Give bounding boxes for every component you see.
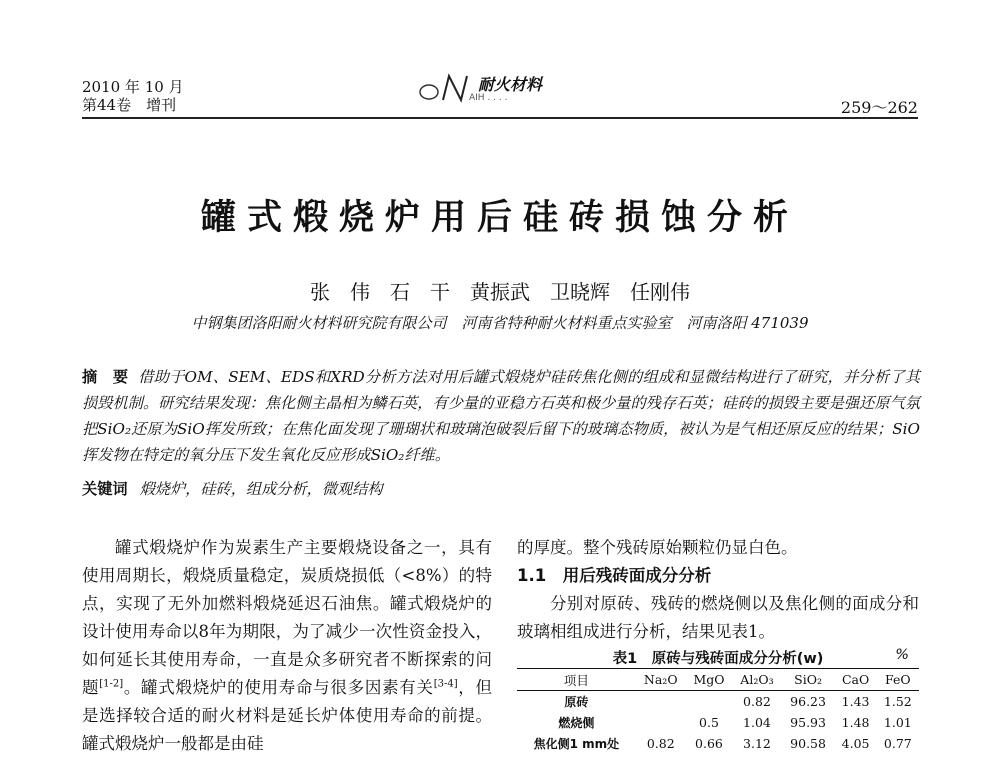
table-cell: 0.82 — [743, 694, 771, 709]
table-row — [517, 691, 919, 713]
body-left-column — [82, 534, 492, 758]
continued-paragraph: 的厚度。整个残砖原始颗粒仍显白色。 — [517, 538, 798, 557]
table-cell: 3.12 — [743, 736, 771, 751]
table-cell: 96.23 — [790, 694, 826, 709]
table-cell: 1.48 — [841, 715, 870, 730]
affiliation: 中钢集团洛阳耐火材料研究院有限公司 河南省特种耐火材料重点实验室 河南洛阳 471039 — [191, 314, 809, 332]
header-divider — [82, 117, 918, 119]
composition-table — [517, 668, 919, 754]
svg-text:AIH . . . .: AIH . . . . — [469, 93, 508, 103]
citation-2: [3-4] — [433, 678, 458, 690]
header-mgo: MgO — [693, 672, 725, 687]
journal-name: 耐火材料 — [478, 75, 543, 94]
header-feo: FeO — [885, 672, 911, 687]
paper-title: 罐式煅烧炉用后硅砖损蚀分析 — [200, 198, 799, 238]
citation-1: [1-2] — [99, 678, 124, 690]
abstract-text: 借助于OM、SEM、EDS和XRD分析方法对用后罐式煅烧炉硅砖焦化侧的组成和显微结构进行了研究，并分析了其损毁机制。研究结果发现：焦化侧主晶相为鳞石英，有少量的亚稳方石英和极少量的残存石英；硅砖的损毁主要是强还原气氛把SiO₂还原为SiO挥发所致；在焦化面发现了珊瑚状和玻璃泡破裂后留下的玻璃态物质，被认为是气相还原反应的结果；SiO挥发物在特定的氧分压下发生氧化反应形成SiO₂纤维。 — [82, 368, 920, 464]
table-cell: 0.82 — [646, 736, 675, 751]
header-sio2: SiO₂ — [794, 672, 822, 687]
intro-text-2: 。罐式煅烧炉的使用寿命与很多因素有关 — [123, 678, 434, 697]
table-row — [517, 712, 919, 733]
header-na2o: Na₂O — [643, 672, 678, 687]
table-title: 表1 原砖与残砖面成分分析(w) — [612, 651, 824, 667]
author-list: 张 伟 石 干 黄振武 卫晓辉 任刚伟 — [310, 280, 690, 304]
table-cell: 1.52 — [883, 694, 912, 709]
intro-paragraph — [82, 534, 492, 758]
table-cell: 1.43 — [841, 694, 870, 709]
table-cell — [636, 691, 686, 713]
row-label: 燃烧侧 — [558, 716, 595, 730]
issue-date: 2010 年 10 月 — [82, 78, 184, 96]
keywords-label: 关键词 — [82, 480, 128, 498]
table-cell: 1.01 — [883, 715, 912, 730]
abstract — [82, 364, 920, 468]
table-cell: 0.77 — [883, 736, 912, 751]
running-header-left — [82, 78, 184, 114]
table-header-row — [517, 669, 919, 691]
intro-text-3: ，但是选择较合适的耐火材料是延长炉体使用寿命的前提。罐式煅烧炉一般都是由硅 — [82, 678, 493, 753]
table-cell: 90.58 — [790, 736, 826, 751]
table-unit: % — [895, 647, 909, 663]
intro-text-1: 罐式煅烧炉作为炭素生产主要煅烧设备之一，具有使用周期长，煅烧质量稳定，炭质烧损低（<8%）的特点，实现了无外加燃料煅烧延迟石油焦。罐式煅烧炉的设计使用寿命以8年为期限，为了减少一次性资金投入，如何延长其使用寿命，一直是众多研究者不断探索的问题 — [82, 538, 492, 697]
header-al2o3: Al₂O₃ — [740, 672, 774, 687]
table-cell: 95.93 — [790, 715, 826, 730]
table-cell: 4.05 — [841, 736, 870, 751]
table-cell — [686, 691, 733, 713]
section-heading: 1.1 用后残砖面成分分析 — [517, 566, 712, 585]
table-cell: 0.66 — [695, 736, 723, 751]
table-cell — [636, 712, 686, 733]
section-paragraph: 分别对原砖、残砖的燃烧侧以及焦化侧的面成分和玻璃相组成进行分析，结果见表1。 — [517, 594, 919, 641]
keywords — [82, 478, 383, 499]
volume-info: 第44卷 增刊 — [82, 96, 177, 114]
page-range: 259～262 — [840, 98, 918, 117]
keywords-text: 煅烧炉，硅砖，组成分析，微观结构 — [139, 480, 383, 498]
row-label: 原砖 — [564, 695, 589, 709]
row-label: 焦化侧1 mm处 — [533, 737, 620, 751]
table-caption — [517, 647, 919, 668]
table-row — [517, 733, 919, 754]
header-item: 项目 — [563, 672, 589, 688]
header-cao: CaO — [841, 672, 870, 687]
table-cell: 0.5 — [699, 715, 719, 730]
body-right-column — [517, 534, 919, 646]
table-cell: 1.04 — [743, 715, 771, 730]
abstract-label: 摘 要 — [82, 368, 129, 386]
